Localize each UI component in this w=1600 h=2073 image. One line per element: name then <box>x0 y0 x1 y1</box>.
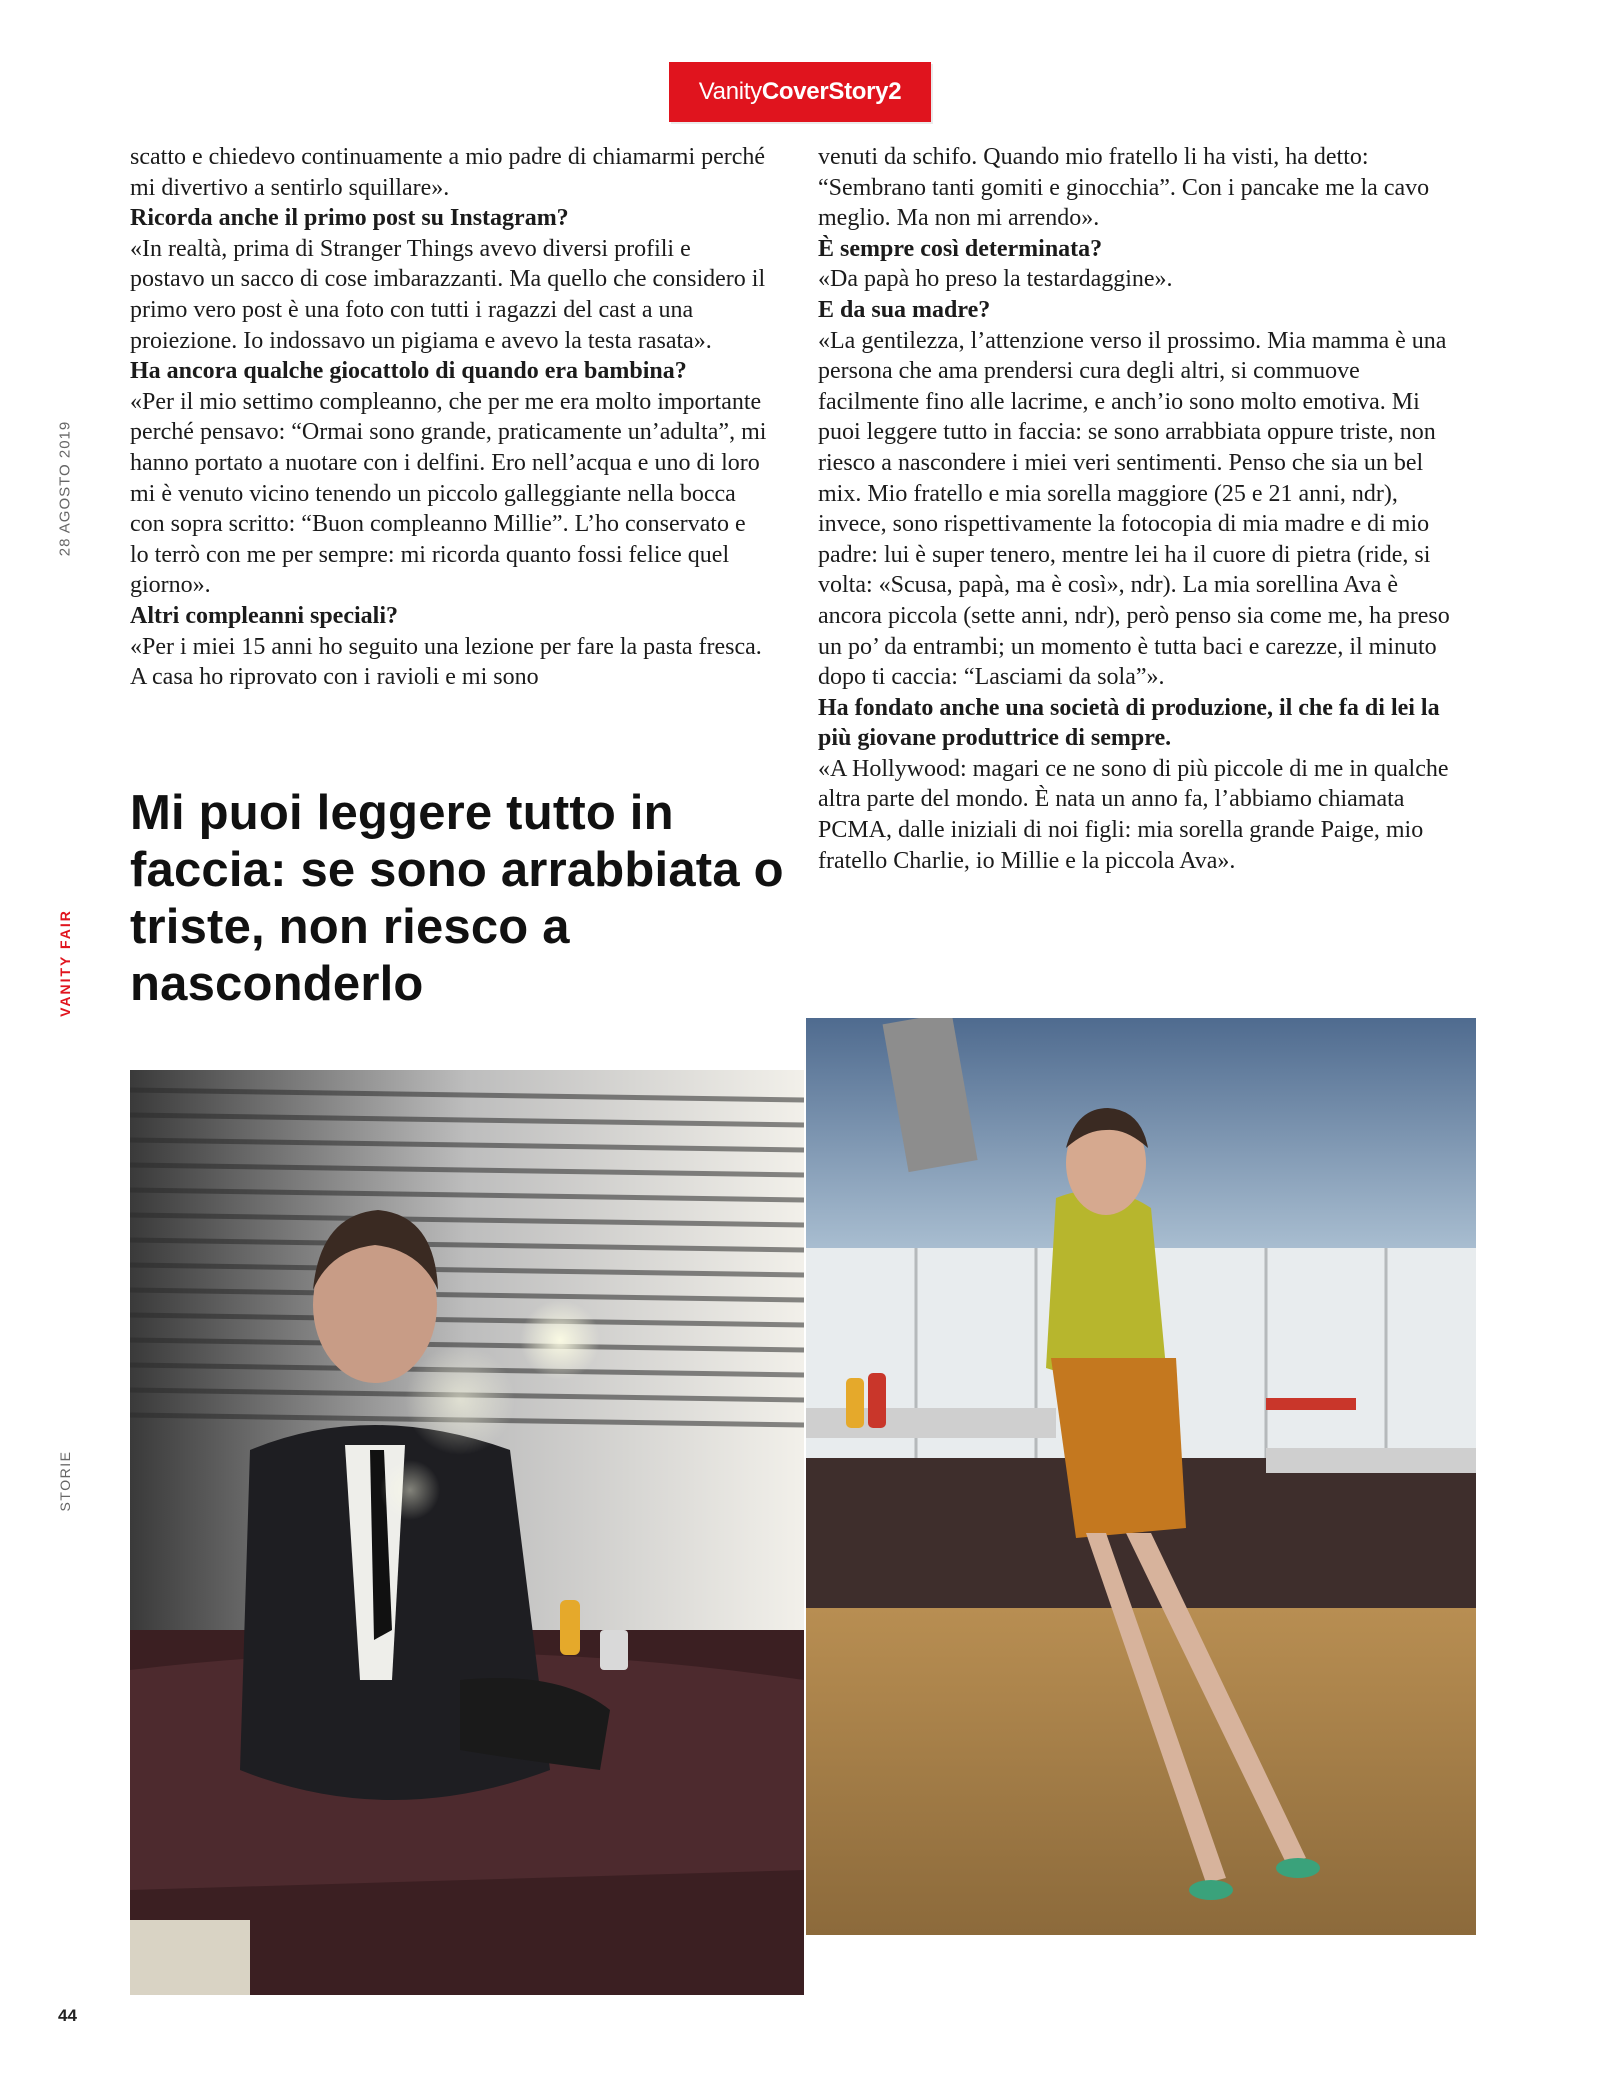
photo-diner-suit-icon <box>130 1070 804 1995</box>
paragraph: venuti da schifo. Quando mio fratello li ha visti, ha detto: “Sembrano tanti gomiti e ginocchia”. Con i pancake me la cavo meglio. Ma non mi arrendo». <box>818 144 1430 232</box>
photo-right <box>806 1018 1476 1935</box>
interview-question: Altri compleanni speciali? <box>130 602 398 629</box>
interview-question: Ha fondato anche una società di produzione, il che fa di lei la più giovane produttrice di sempre. <box>818 694 1440 752</box>
paragraph: «La gentilezza, l’attenzione verso il prossimo. Mia mamma è una persona che ama prendersi cura degli altri, si commuove facilmente fino alle lacrime, e anch’io sono molto emotiva. Mi puoi leggere tutto in faccia: se sono arrabbiata oppure triste, non riesco a nascondere i miei veri sentimenti. Penso che sia un bel mix. Mio fratello e mia sorella maggiore (25 e 21 anni, ndr), invece, sono rispettivamente la fotocopia di mia madre e di mio padre: lui è super tenero, mentre lei ha il cuore di pietra (ride, si volta: «Scusa, papà, ma è così», ndr). La mia sorellina Ava è ancora piccola (sette anni, ndr), però penso sia come me, ha preso un po’ da entrambi; un momento è tutta baci e carezze, il minuto dopo ti caccia: “Lasciami da sola”». <box>818 327 1450 691</box>
left-column <box>130 142 770 693</box>
interview-question: Ha ancora qualche giocattolo di quando era bambina? <box>130 358 687 385</box>
paragraph: «In realtà, prima di Stranger Things avevo diversi profili e postavo un sacco di cose imbarazzanti. Ma quello che considero il primo vero post è una foto con tutti i ragazzi del cast a una proiezione. Io indossavo un pigiama e avevo la testa rasata». <box>130 235 766 354</box>
paragraph: scatto e chiedevo continuamente a mio padre di chiamarmi perché mi divertivo a sentirlo squillare». <box>130 144 766 201</box>
sidebar-section: STORIE <box>57 1450 73 1512</box>
photo-diner-green-top-icon <box>806 1018 1476 1935</box>
sidebar-brand: VANITY FAIR <box>57 909 73 1017</box>
badge-prefix: Vanity <box>698 78 762 105</box>
paragraph: «A Hollywood: magari ce ne sono di più piccole di me in qualche altra parte del mondo. È nata un anno fa, l’abbiamo chiamata PCMA, dalle iniziali di noi figli: mia sorella grande Paige, mio fratello Charlie, io Millie e la piccola Ava». <box>818 755 1449 874</box>
cover-story-badge <box>669 62 931 122</box>
interview-question: È sempre così determinata? <box>818 235 1103 262</box>
paragraph: «Per il mio settimo compleanno, che per me era molto importante perché pensavo: “Ormai sono grande, praticamente un’adulta”, mi hanno portato a nuotare con i delfini. Ero nell’acqua e uno di loro mi è venuto vicino tenendo un piccolo galleggiante nella bocca con sopra scritto: “Buon compleanno Millie”. L’ho conservato e lo terrò con me per sempre: mi ricorda quanto fossi felice quel giorno». <box>130 388 767 599</box>
paragraph: «Per i miei 15 anni ho seguito una lezione per fare la pasta fresca. A casa ho riprovato con i ravioli e mi sono <box>130 633 762 691</box>
interview-question: E da sua madre? <box>818 296 991 323</box>
sidebar-date: 28 AGOSTO 2019 <box>56 420 74 557</box>
pull-quote: Mi puoi leggere tutto in faccia: se sono arrabbiata o triste, non riesco a nasconderlo <box>130 786 784 1011</box>
badge-bold: CoverStory2 <box>761 78 902 105</box>
right-column <box>818 142 1458 876</box>
interview-question: Ricorda anche il primo post su Instagram? <box>130 205 569 232</box>
page-number: 44 <box>58 2006 77 2025</box>
photo-left <box>130 1070 804 1995</box>
paragraph: «Da papà ho preso la testardaggine». <box>818 266 1173 293</box>
